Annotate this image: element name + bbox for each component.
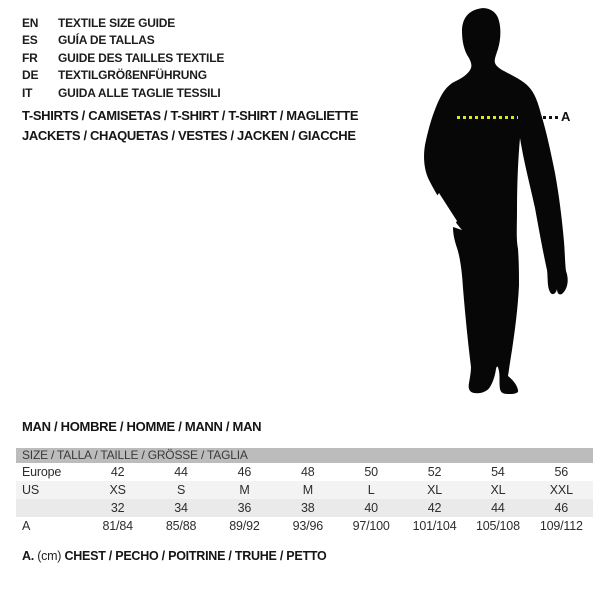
cell: 42 — [110, 465, 125, 479]
chest-measure-leader — [543, 116, 558, 119]
cell: 101/104 — [412, 519, 457, 533]
cell: 46 — [237, 465, 252, 479]
cell: 34 — [174, 501, 188, 515]
table-row-us — [16, 481, 593, 499]
cell: M — [302, 483, 313, 497]
cell: 93/96 — [292, 519, 323, 533]
footnote-text: CHEST / PECHO / POITRINE / TRUHE / PETTO — [64, 549, 327, 563]
cell: 89/92 — [229, 519, 260, 533]
category-lines — [22, 106, 358, 145]
cell: 48 — [301, 465, 315, 479]
category-tshirts: T-SHIRTS / CAMISETAS / T-SHIRT / T-SHIRT / MAGLIETTE — [22, 108, 359, 123]
lang-code: EN — [22, 15, 39, 30]
row-label: US — [22, 483, 39, 497]
lang-code: FR — [22, 50, 38, 65]
chest-measure-line — [457, 116, 518, 119]
lang-code: IT — [22, 85, 33, 100]
table-row-a — [16, 517, 593, 535]
lang-row-es — [22, 32, 224, 50]
lang-row-fr — [22, 49, 224, 67]
footnote-label: A. — [22, 549, 34, 563]
lang-label: TEXTILE SIZE GUIDE — [58, 15, 176, 30]
cell: 38 — [301, 501, 315, 515]
cell: L — [367, 483, 375, 497]
row-label: A — [22, 519, 31, 533]
lang-code: DE — [22, 68, 39, 83]
cell: M — [239, 483, 250, 497]
section-title: MAN / HOMBRE / HOMME / MANN / MAN — [22, 419, 262, 434]
language-list — [22, 14, 224, 102]
cell: 50 — [364, 465, 378, 479]
lang-row-de — [22, 67, 224, 85]
row-label: Europe — [22, 465, 62, 479]
size-figure — [415, 5, 600, 395]
cell: 52 — [427, 465, 442, 479]
category-jackets: JACKETS / CHAQUETAS / VESTES / JACKEN / GIACCHE — [22, 127, 356, 143]
lang-row-en — [22, 14, 224, 32]
cell: XL — [427, 483, 442, 497]
cell: 36 — [237, 501, 252, 515]
cell: 85/88 — [165, 519, 197, 533]
lang-label: GUÍA DE TALLAS — [58, 33, 155, 48]
measurement-footnote — [22, 549, 327, 563]
table-row-numeric — [16, 499, 593, 517]
cell: XS — [109, 483, 126, 497]
measure-label-a: A — [561, 109, 571, 124]
cell: XL — [490, 483, 506, 497]
footnote-unit: (cm) — [37, 549, 62, 563]
cell: 44 — [174, 465, 188, 479]
cell: 109/112 — [539, 519, 583, 533]
lang-code: ES — [22, 33, 38, 48]
lang-label: GUIDA ALLE TAGLIE TESSILI — [58, 85, 221, 100]
table-row-europe — [16, 463, 593, 481]
cell: 42 — [427, 501, 442, 515]
cell: 56 — [554, 465, 569, 479]
cell: 46 — [554, 501, 569, 515]
cell: 81/84 — [102, 519, 133, 533]
table-header: SIZE / TALLA / TAILLE / GRÖSSE / TAGLIA — [16, 448, 593, 463]
cell: S — [176, 483, 186, 497]
man-silhouette — [415, 5, 575, 395]
cell: 97/100 — [352, 519, 390, 533]
lang-label: TEXTILGRÖßENFÜHRUNG — [58, 68, 207, 83]
cell: 105/108 — [476, 519, 520, 533]
cell: 32 — [110, 501, 125, 515]
lang-row-it — [22, 84, 224, 102]
man-silhouette-path — [424, 8, 571, 394]
lang-label: GUIDE DES TAILLES TEXTILE — [58, 50, 225, 65]
cell: 40 — [364, 501, 378, 515]
cell: 44 — [491, 501, 505, 515]
cell: 54 — [491, 465, 505, 479]
cell: XXL — [549, 483, 573, 497]
size-table — [16, 448, 593, 535]
